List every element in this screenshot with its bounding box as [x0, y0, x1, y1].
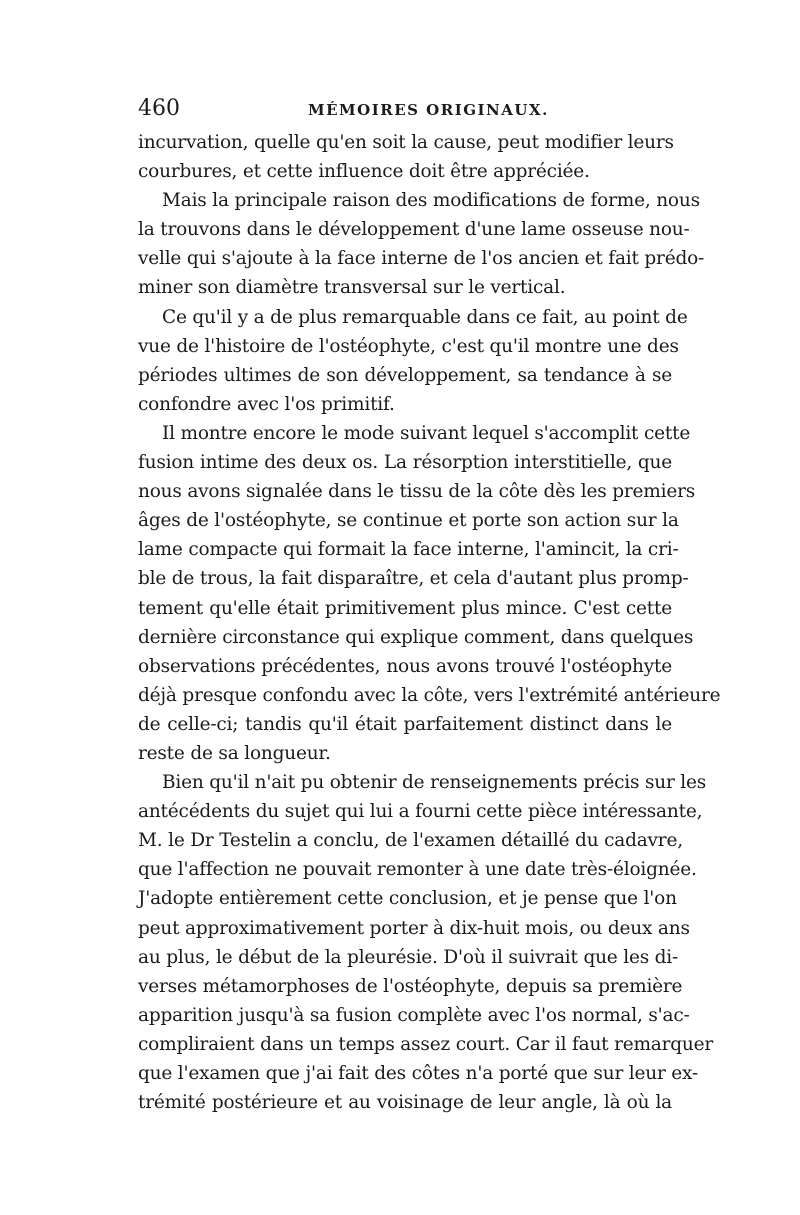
text-line: reste de sa longueur. [138, 742, 331, 764]
text-line: velle qui s'ajoute à la face interne de l'os ancien et fait prédo- [138, 248, 705, 270]
text-line: antécédents du sujet qui lui a fourni cette pièce intéressante, [138, 801, 703, 823]
text-line: Mais la principale raison des modifications de forme, nous [162, 190, 700, 212]
text-line: nous avons signalée dans le tissu de la côte dès les premiers [138, 481, 696, 503]
page-header [138, 96, 670, 126]
text-line: de celle-ci; tandis qu'il était parfaitement distinct dans le [138, 713, 672, 735]
running-title: MÉMOIRES ORIGINAUX. [308, 101, 549, 119]
text-line: fusion intime des deux os. La résorption interstitielle, que [138, 452, 672, 474]
text-line: Il montre encore le mode suivant lequel s'accomplit cette [162, 422, 691, 444]
text-line: ble de trous, la fait disparaître, et cela d'autant plus promp- [138, 568, 689, 590]
text-line: Ce qu'il y a de plus remarquable dans ce fait, au point de [162, 306, 688, 328]
text-line: au plus, le début de la pleurésie. D'où il suivrait que les di- [138, 946, 679, 968]
text-line: trémité postérieure et au voisinage de leur angle, là où la [138, 1092, 672, 1114]
text-line: apparition jusqu'à sa fusion complète avec l'os normal, s'ac- [138, 1004, 690, 1026]
page-number: 460 [138, 96, 180, 121]
text-line: vue de l'histoire de l'ostéophyte, c'est qu'il montre une des [138, 335, 679, 357]
text-line: dernière circonstance qui explique comment, dans quelques [138, 626, 694, 648]
text-line: courbures, et cette influence doit être appréciée. [138, 161, 590, 183]
text-line: que l'examen que j'ai fait des côtes n'a porté que sur leur ex- [138, 1063, 698, 1084]
text-line: J'adopte entièrement cette conclusion, et je pense que l'on [138, 888, 677, 910]
text-line: lame compacte qui formait la face interne, l'amincit, la cri- [138, 539, 679, 561]
text-line: confondre avec l'os primitif. [138, 393, 395, 415]
text-line: déjà presque confondu avec la côte, vers l'extrémité antérieure [138, 684, 721, 706]
text-line: observations précédentes, nous avons trouvé l'ostéophyte [138, 655, 672, 677]
text-line: peut approximativement porter à dix-huit mois, ou deux ans [138, 917, 690, 939]
text-line: Bien qu'il n'ait pu obtenir de renseignements précis sur les [162, 772, 707, 794]
text-line: tement qu'elle était primitivement plus mince. C'est cette [138, 597, 672, 619]
text-line: compliraient dans un temps assez court. Car il faut remarquer [138, 1033, 714, 1055]
text-line: M. le Dr Testelin a conclu, de l'examen détaillé du cadavre, [138, 830, 683, 852]
body-text [138, 128, 721, 1117]
text-line: âges de l'ostéophyte, se continue et porte son action sur la [138, 510, 679, 532]
text-line: incurvation, quelle qu'en soit la cause, peut modifier leurs [138, 132, 674, 153]
text-line: verses métamorphoses de l'ostéophyte, depuis sa première [138, 975, 683, 997]
text-line: la trouvons dans le développement d'une lame osseuse nou- [138, 219, 690, 241]
text-line: que l'affection ne pouvait remonter à une date très-éloignée. [138, 859, 697, 881]
text-line: périodes ultimes de son développement, sa tendance à se [138, 364, 672, 386]
text-line: miner son diamètre transversal sur le vertical. [138, 277, 566, 299]
